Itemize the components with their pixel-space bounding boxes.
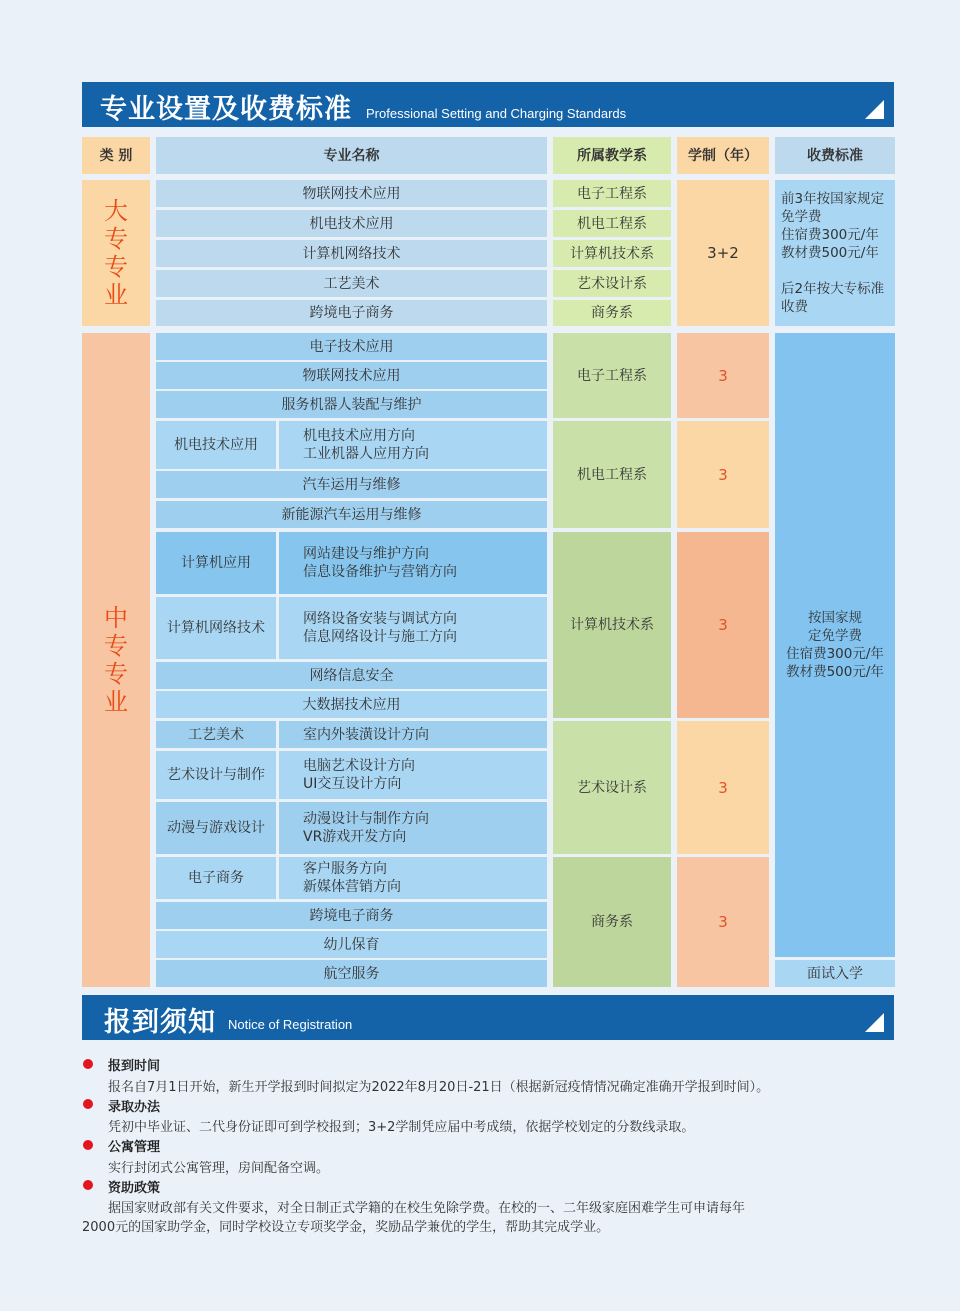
dept-cell: 艺术设计系 [553,270,671,297]
category-dazhuan [82,180,150,326]
bullet-icon [83,1059,93,1069]
major-cell: 汽车运用与维修 [156,471,547,498]
fee-line: 免学费 [781,209,822,225]
major-main-cell: 动漫与游戏设计 [156,802,276,854]
major-direction-cell [279,802,547,854]
section-title-en: Professional Setting and Charging Standards [366,106,627,121]
header-major-name: 专业名称 [156,137,547,174]
direction-line: 网络设备安装与调试方向 [303,611,457,627]
fee-line: 教材费500元/年 [781,245,879,261]
direction-line: 动漫设计与制作方向 [303,811,429,827]
major-direction-cell [279,857,547,899]
major-direction-cell [279,421,547,469]
header-fee: 收费标准 [775,137,895,174]
major-direction-cell [279,532,547,594]
major-cell: 跨境电子商务 [156,300,547,326]
header-department: 所属教学系 [553,137,671,174]
fee-line: 定免学费 [808,628,862,644]
fee-cell-dazhuan [775,180,895,326]
major-main-cell: 计算机网络技术 [156,597,276,659]
dept-cell: 商务系 [553,857,671,987]
duration-cell: 3 [677,421,769,528]
major-cell: 电子技术应用 [156,333,547,360]
major-cell: 幼儿保育 [156,931,547,958]
notice-text: 凭初中毕业证、二代身份证即可到学校报到；3+2学制凭应届中考成绩，依据学校划定的分数线录取。 [108,1120,695,1135]
direction-line: VR游戏开发方向 [303,829,407,845]
section-title-en: Notice of Registration [228,1017,353,1032]
dept-cell: 电子工程系 [553,180,671,207]
major-cell: 大数据技术应用 [156,691,547,718]
major-cell: 网络信息安全 [156,662,547,689]
category-char: 专 [104,225,128,253]
major-main-cell: 机电技术应用 [156,421,276,469]
duration-cell: 3 [677,333,769,418]
dept-cell: 电子工程系 [553,333,671,418]
fee-cell-zhongzhuan [775,333,895,957]
notice-title: 公寓管理 [108,1140,161,1155]
notice-title: 录取办法 [108,1100,161,1115]
bullet-icon [83,1180,93,1190]
category-char: 专 [104,253,128,281]
section-title-cn: 报到须知 [104,1007,216,1038]
category-char: 专 [104,632,128,660]
major-main-cell: 艺术设计与制作 [156,751,276,799]
category-char: 业 [104,281,128,309]
header-category: 类 别 [82,137,150,174]
fee-line: 住宿费300元/年 [781,227,879,243]
notice-text: 实行封闭式公寓管理，房间配备空调。 [108,1161,330,1176]
corner-triangle-icon [865,100,884,119]
notice-title: 资助政策 [108,1181,161,1196]
major-cell: 物联网技术应用 [156,362,547,389]
major-main-cell: 计算机应用 [156,532,276,594]
bullet-icon [83,1140,93,1150]
fee-line: 住宿费300元/年 [786,646,884,662]
major-direction-cell: 室内外装潢设计方向 [279,721,547,748]
major-cell: 服务机器人装配与维护 [156,391,547,418]
duration-cell: 3 [677,721,769,854]
duration-cell: 3 [677,857,769,987]
header-duration: 学制（年） [677,137,769,174]
fee-line: 前3年按国家规定 [781,191,885,207]
major-cell: 工艺美术 [156,270,547,297]
duration-cell: 3 [677,532,769,718]
major-direction-cell [279,751,547,799]
major-cell: 计算机网络技术 [156,240,547,267]
dept-cell: 商务系 [553,300,671,326]
major-cell: 物联网技术应用 [156,180,547,207]
direction-line: 电脑艺术设计方向 [303,758,415,774]
category-char: 大 [104,197,128,225]
direction-line: 新媒体营销方向 [303,879,401,895]
direction-line: 信息设备维护与营销方向 [303,564,457,580]
fee-line: 收费 [781,299,808,315]
fee-line: 教材费500元/年 [786,664,884,680]
direction-line: 工业机器人应用方向 [303,446,429,462]
major-main-cell: 工艺美术 [156,721,276,748]
direction-line: 网站建设与维护方向 [303,546,429,562]
section-title-cn: 专业设置及收费标准 [100,94,352,125]
dept-cell: 机电工程系 [553,421,671,528]
admission-cell: 面试入学 [775,960,895,987]
major-cell: 跨境电子商务 [156,902,547,929]
dept-cell: 机电工程系 [553,210,671,237]
major-direction-cell [279,597,547,659]
direction-line: 信息网络设计与施工方向 [303,629,457,645]
major-main-cell: 电子商务 [156,857,276,899]
fee-line: 按国家规 [808,610,862,626]
category-char: 中 [104,604,128,632]
notice-text: 报名自7月1日开始，新生开学报到时间拟定为2022年8月20日-21日（根据新冠疫情情况确定准确开学报到时间）。 [108,1080,770,1095]
direction-line: 客户服务方向 [303,861,387,877]
dept-cell: 艺术设计系 [553,721,671,854]
major-cell: 机电技术应用 [156,210,547,237]
notice-title: 报到时间 [108,1059,161,1074]
dept-cell: 计算机技术系 [553,240,671,267]
section-header-majors [82,82,894,127]
major-cell: 新能源汽车运用与维修 [156,501,547,528]
notice-text: 2000元的国家助学金，同时学校设立专项奖学金，奖励品学兼优的学生，帮助其完成学业。 [82,1220,610,1235]
category-char: 专 [104,660,128,688]
fee-line: 后2年按大专标准 [781,281,885,297]
bullet-icon [83,1099,93,1109]
duration-cell: 3+2 [677,180,769,326]
direction-line: UI交互设计方向 [303,776,402,792]
dept-cell: 计算机技术系 [553,532,671,718]
major-cell: 航空服务 [156,960,547,987]
section-header-notice [82,995,894,1040]
corner-triangle-icon [865,1013,884,1032]
category-char: 业 [104,688,128,716]
direction-line: 机电技术应用方向 [303,428,415,444]
category-zhongzhuan [82,333,150,987]
notice-text: 据国家财政部有关文件要求，对全日制正式学籍的在校生免除学费。在校的一、二年级家庭困难学生可申请每年 [108,1201,746,1216]
